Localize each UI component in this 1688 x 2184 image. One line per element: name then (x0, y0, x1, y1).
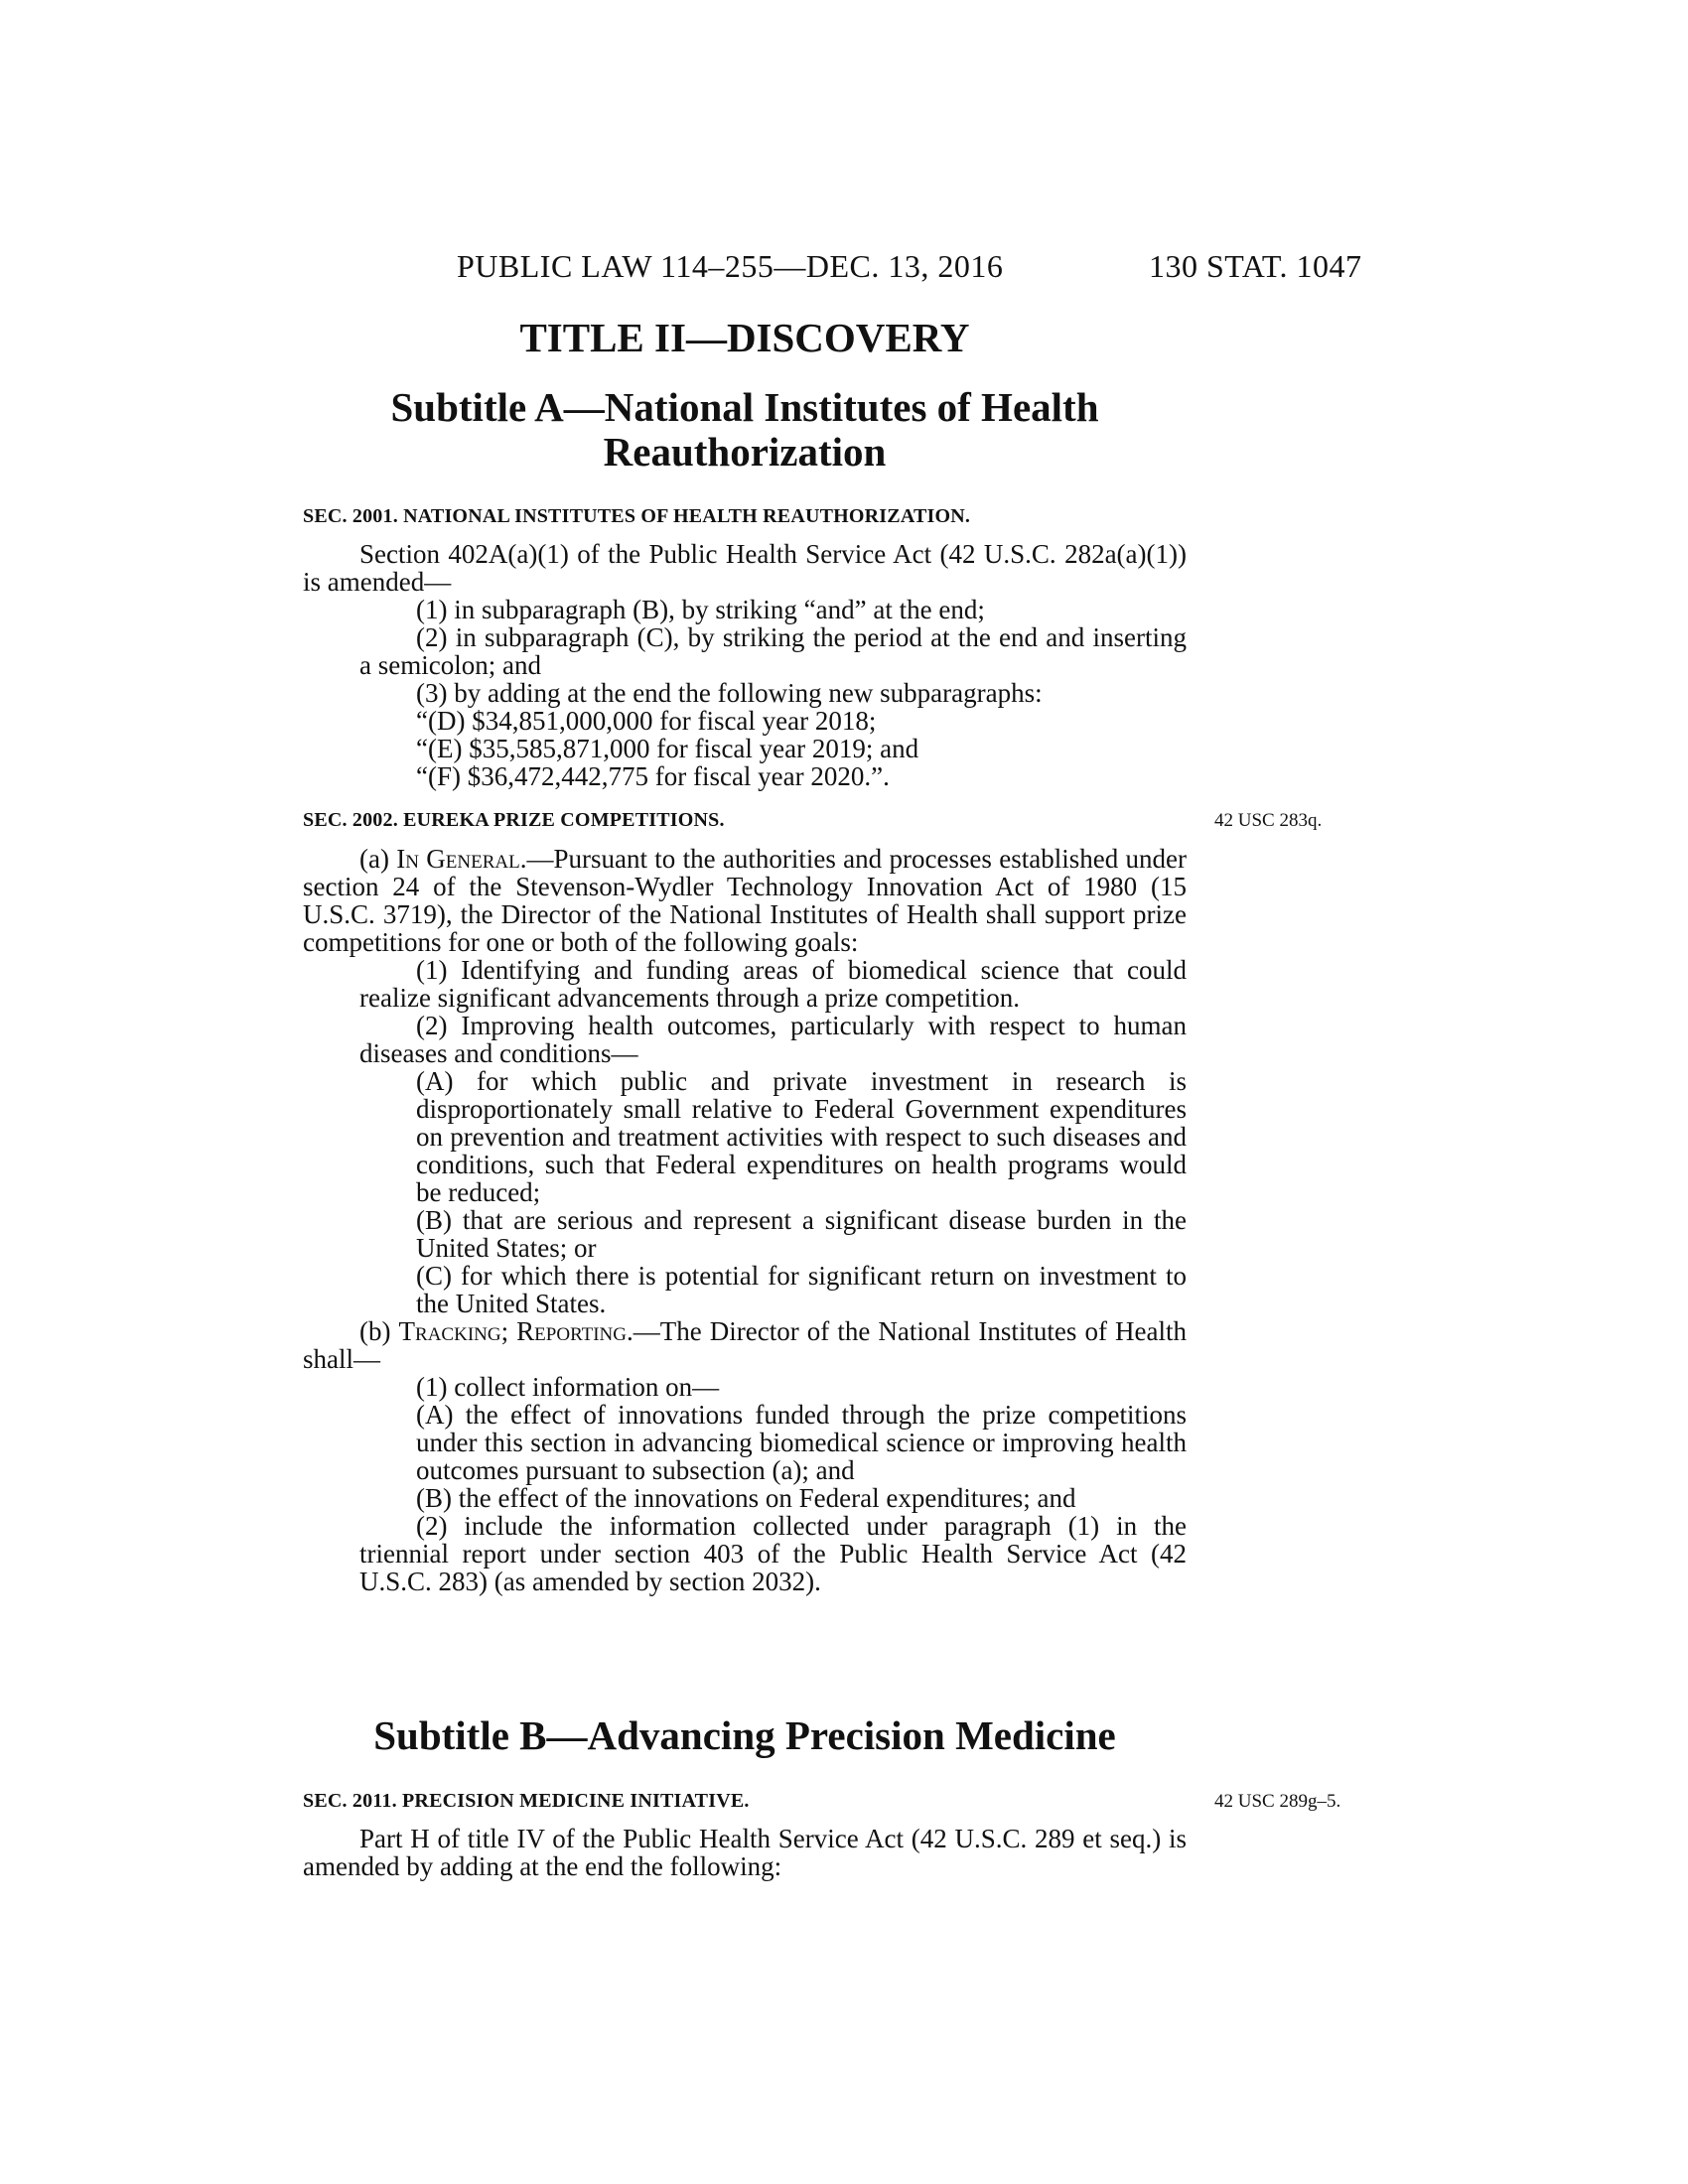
subsection-a-text: .—Pursuant to the authorities and processes established under section 24 of the Stevenson-Wydler Technology Innovation Act of 1980 (15 U.S.C. 3719), the Director of the National Institutes of Health shall support prize competitions for one or both of the following goals: (303, 844, 1187, 957)
sec-2011-body (303, 1825, 1187, 1880)
running-header-page: 130 STAT. 1047 (1149, 248, 1362, 284)
sec-2002-subsection-a (303, 845, 1187, 956)
subsection-a-caption: In General (396, 844, 520, 874)
sec-2001-para-1: (1) in subparagraph (B), by striking “and” at the end; (416, 595, 985, 624)
sec-2002-subsection-b (303, 1317, 1187, 1373)
subsection-b-caption-2: Reporting (516, 1316, 627, 1346)
sec-2002-heading: SEC. 2002. EUREKA PRIZE COMPETITIONS. (303, 809, 725, 831)
sec-2002-b-1-subpara-b: (B) the effect of the innovations on Federal expenditures; and (416, 1483, 1076, 1513)
sec-2002-a-2-subpara-b: (B) that are serious and represent a significant disease burden in the United States; or (416, 1205, 1187, 1263)
sec-2001-heading: SEC. 2001. NATIONAL INSTITUTES OF HEALTH REAUTHORIZATION. (303, 505, 971, 527)
subsection-b-separator: ; (500, 1316, 517, 1346)
sec-2001-subpara-d: “(D) $34,851,000,000 for fiscal year 2018; (416, 706, 877, 736)
subtitle-b-heading: Subtitle B—Advancing Precision Medicine (373, 1712, 1116, 1758)
subtitle-a-line2: Reauthorization (603, 429, 887, 475)
sec-2011-text: Part H of title IV of the Public Health Service Act (42 U.S.C. 289 et seq.) is amended by adding at the end the following: (303, 1824, 1187, 1881)
sec-2001-body (303, 540, 1187, 790)
subsection-a-label: (a) (359, 844, 397, 874)
sec-2002-body (303, 845, 1187, 1595)
title-heading: TITLE II—DISCOVERY (519, 315, 970, 360)
subsection-b-caption-1: Tracking (398, 1316, 501, 1346)
sec-2002-margin-note: 42 USC 283q. (1214, 810, 1323, 831)
sec-2002-a-2-subpara-c: (C) for which there is potential for significant return on investment to the United States. (416, 1261, 1187, 1318)
sec-2002-b-1-subpara-a: (A) the effect of innovations funded through the prize competitions under this section in advancing biomedical science or improving health outcomes pursuant to subsection (a); and (416, 1400, 1187, 1485)
sec-2011-margin-note: 42 USC 289g–5. (1214, 1791, 1341, 1812)
sec-2001-intro: Section 402A(a)(1) of the Public Health Service Act (42 U.S.C. 282a(a)(1)) is amended— (303, 539, 1187, 597)
sec-2002-b-para-1: (1) collect information on— (416, 1372, 720, 1402)
subtitle-a-line1: Subtitle A—National Institutes of Health (390, 384, 1099, 430)
subsection-b-label: (b) (359, 1316, 399, 1346)
sec-2001-para-3: (3) by adding at the end the following new subparagraphs: (416, 678, 1043, 708)
sec-2001-subpara-f: “(F) $36,472,442,775 for fiscal year 2020.”. (416, 761, 890, 791)
sec-2002-b-para-2: (2) include the information collected under paragraph (1) in the triennial report under section 403 of the Public Health Service Act (42 U.S.C. 283) (as amended by section 2032). (359, 1511, 1187, 1596)
sec-2002-a-para-1: (1) Identifying and funding areas of biomedical science that could realize significant advancements through a prize competition. (359, 955, 1187, 1013)
subtitle-a-heading (303, 385, 1187, 475)
sec-2001-para-2: (2) in subparagraph (C), by striking the period at the end and inserting a semicolon; and (359, 622, 1187, 680)
running-header-citation: PUBLIC LAW 114–255—DEC. 13, 2016 (457, 248, 1004, 284)
sec-2002-a-para-2: (2) Improving health outcomes, particularly with respect to human diseases and conditions— (359, 1011, 1187, 1068)
sec-2011-heading: SEC. 2011. PRECISION MEDICINE INITIATIVE. (303, 1790, 750, 1812)
subsection-b-text: .—The Director of the National Institutes of Health shall— (303, 1316, 1187, 1374)
sec-2001-subpara-e: “(E) $35,585,871,000 for fiscal year 2019; and (416, 734, 919, 763)
sec-2002-a-2-subpara-a: (A) for which public and private investment in research is disproportionately small relative to Federal Government expenditures on prevention and treatment activities with respect to such diseases and conditions, such that Federal expenditures on health programs would be reduced; (416, 1066, 1187, 1207)
